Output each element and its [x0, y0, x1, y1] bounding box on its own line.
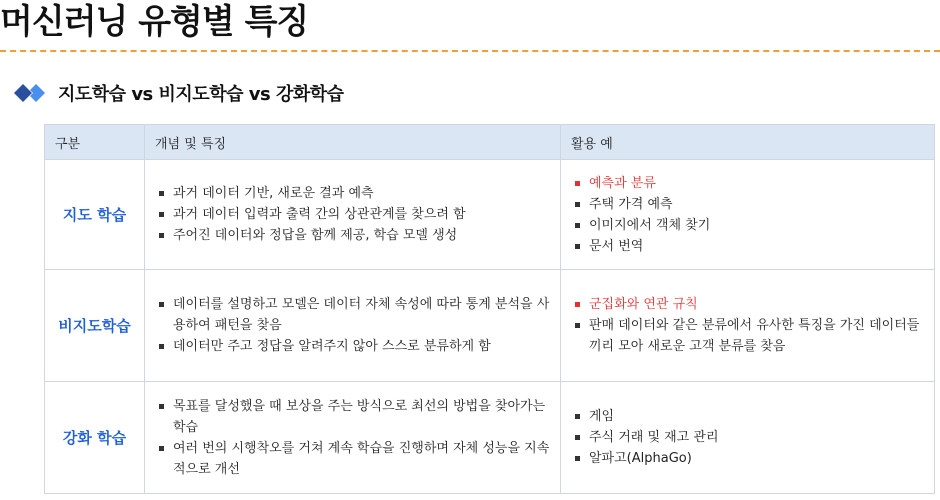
type-cell: 비지도학습 [45, 270, 145, 382]
features-cell [145, 270, 561, 382]
header-features: 개념 및 특징 [145, 125, 561, 160]
header-category: 구분 [45, 125, 145, 160]
ml-types-table [44, 124, 935, 494]
example-item: 이미지에서 객체 찾기 [571, 215, 924, 236]
features-list [155, 396, 550, 480]
page-title: 머신러닝 유형별 특징 [0, 2, 309, 42]
table-row-reinforcement [45, 382, 935, 494]
feature-item: 여러 번의 시행착오를 거쳐 계속 학습을 진행하며 자체 성능을 지속적으로 개선 [155, 438, 550, 480]
title-divider [0, 50, 940, 52]
example-item: 문서 번역 [571, 236, 924, 257]
type-cell: 강화 학습 [45, 382, 145, 494]
table-row-unsupervised [45, 270, 935, 382]
feature-item: 주어진 데이터와 정답을 함께 제공, 학습 모델 생성 [155, 225, 550, 246]
features-cell [145, 382, 561, 494]
example-item: 주택 가격 예측 [571, 194, 924, 215]
example-item-highlight: 예측과 분류 [571, 173, 924, 194]
example-item: 알파고(AlphaGo) [571, 448, 924, 469]
example-item: 게임 [571, 406, 924, 427]
section-heading [14, 80, 344, 106]
feature-item: 데이터만 주고 정답을 알려주지 않아 스스로 분류하게 함 [155, 336, 550, 357]
feature-item: 목표를 달성했을 때 보상을 주는 방식으로 최선의 방법을 찾아가는 학습 [155, 396, 550, 438]
examples-list [571, 173, 924, 257]
examples-cell [561, 160, 935, 270]
feature-item: 과거 데이터 기반, 새로운 결과 예측 [155, 183, 550, 204]
example-item-highlight: 군집화와 연관 규칙 [571, 294, 924, 315]
table-header-row [45, 125, 935, 160]
example-item: 주식 거래 및 재고 관리 [571, 427, 924, 448]
header-examples: 활용 예 [561, 125, 935, 160]
feature-item: 데이터를 설명하고 모델은 데이터 자체 속성에 따라 통계 분석을 사용하여 패턴을 찾음 [155, 294, 550, 336]
features-list [155, 183, 550, 246]
features-list [155, 294, 550, 357]
examples-cell [561, 270, 935, 382]
section-heading-text: 지도학습 vs 비지도학습 vs 강화학습 [58, 84, 344, 105]
table-row-supervised [45, 160, 935, 270]
feature-item: 과거 데이터 입력과 출력 간의 상관관계를 찾으려 함 [155, 204, 550, 225]
features-cell [145, 160, 561, 270]
example-item: 판매 데이터와 같은 분류에서 유사한 특징을 가진 데이터들끼리 모아 새로운 고객 분류를 찾음 [571, 315, 924, 357]
examples-list [571, 294, 924, 357]
type-cell: 지도 학습 [45, 160, 145, 270]
examples-list [571, 406, 924, 469]
examples-cell [561, 382, 935, 494]
diamond-chevrons-icon [14, 83, 48, 103]
